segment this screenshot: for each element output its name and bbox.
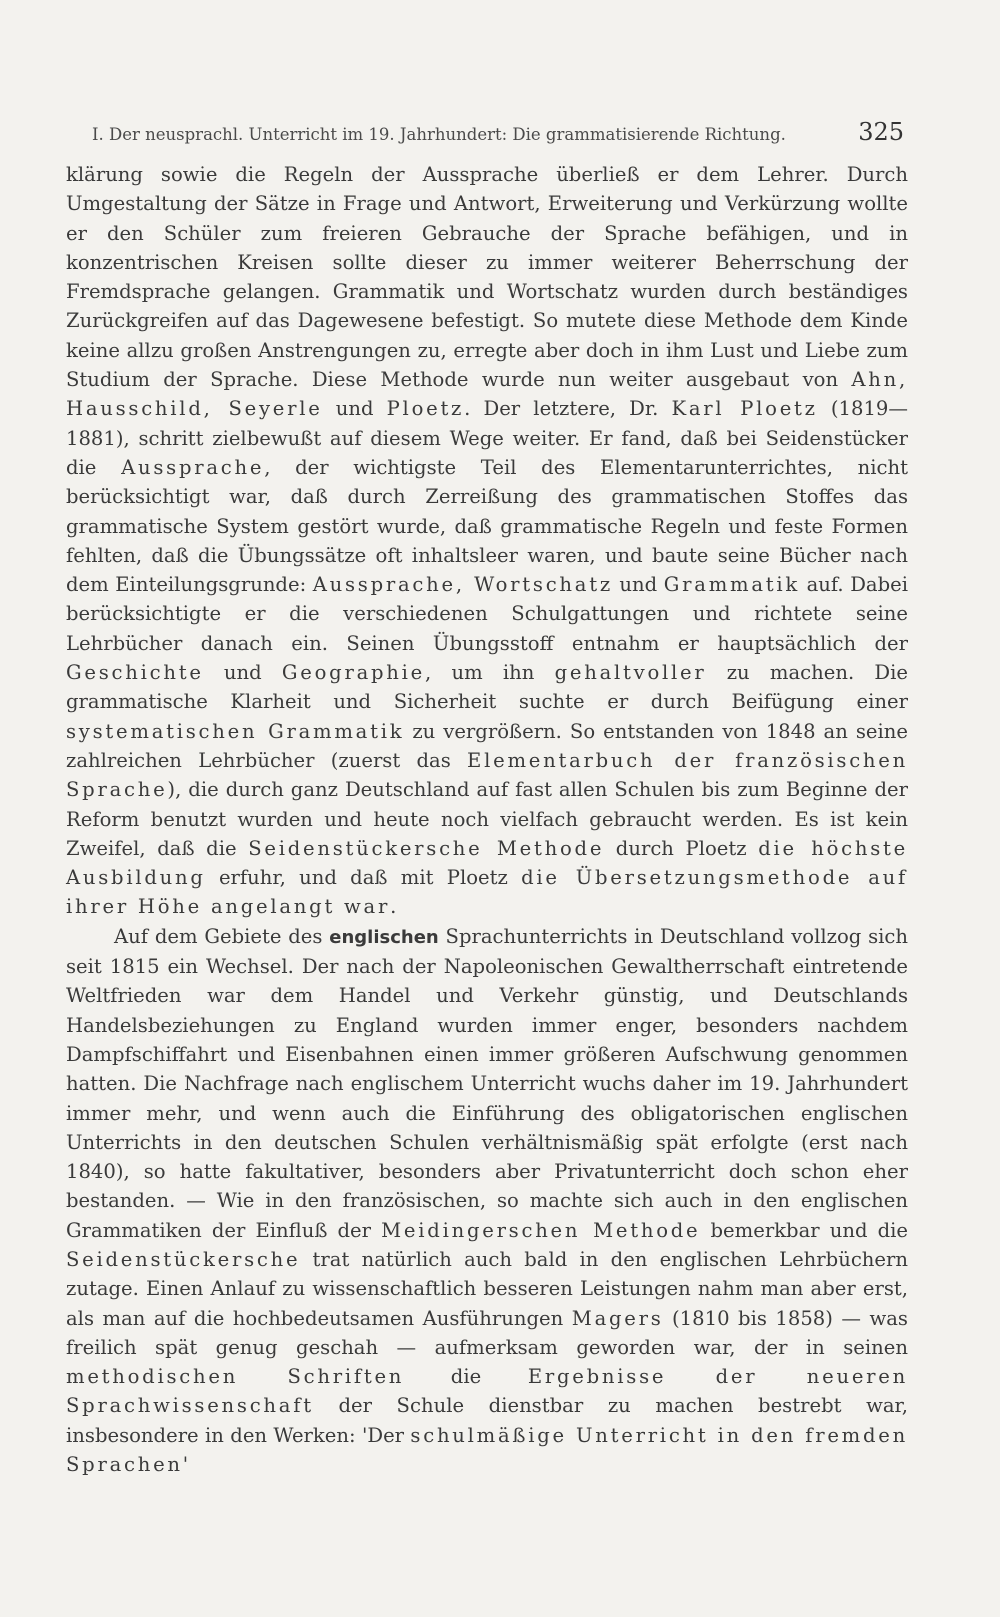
spaced-emphasis: Ploetz: [386, 397, 465, 421]
text-run: trat natürlich auch bald in den englischen Lehrbüchern zutage. Einen Anlauf zu wissenschaftlich besseren Leistungen nahm man aber erst, als man auf die hochbedeutsamen Ausführungen: [66, 1247, 908, 1330]
text-run: und: [612, 573, 664, 597]
text-run: erfuhr, und daß mit Ploetz: [205, 866, 522, 890]
text-run: . Der letztere, Dr.: [464, 397, 672, 421]
text-run: (1810 bis 1858) — was freilich spät genug geschah — aufmerksam geworden war, der in seinen: [66, 1306, 908, 1359]
running-title: I. Der neusprachl. Unterricht im 19. Jahrhundert: Die grammatisierende Richtung.: [92, 125, 786, 144]
body-text: [66, 160, 908, 1479]
spaced-emphasis: schulmäßige Unterricht in den fremden Sprachen: [66, 1423, 908, 1477]
text-run: zu vergrößern. So entstanden von 1848 an seine zahlreichen Lehrbücher (zuerst das: [66, 719, 908, 772]
text-run: Auf dem Gebiete des: [114, 924, 330, 948]
text-run: und: [203, 661, 282, 685]
spaced-emphasis: Elementarbuch der französischen Sprache: [66, 748, 908, 802]
page-number: 325: [858, 118, 904, 146]
spaced-emphasis: methodischen Schriften: [66, 1365, 405, 1389]
text-run: ': [182, 1453, 189, 1477]
spaced-emphasis: Seidenstückersche Methode: [248, 836, 605, 860]
text-run: auf. Dabei berücksichtigte er die verschiedenen Schulgattungen und richtete seine Lehrbücher danach ein. Seinen Übungsstoff entnahm er hauptsächlich der: [66, 573, 908, 655]
spaced-emphasis: Meidingerschen Methode: [381, 1218, 701, 1242]
text-run: klärung sowie die Regeln der Aussprache überließ er dem Lehrer. Durch Umgestaltung der Sätze in Frage und Antwort, Erweiterung und Verkürzung wollte er den Schüler zum freieren Gebrauche der Sprache befähigen, und in konzentrischen Kreisen sollte dieser zu immer weiterer Beherrschung der Fremdsprache gelangen. Grammatik und Wortschatz wurden durch beständiges Zurückgreifen auf das Dagewesene befestigt. So mutete diese Methode dem Kinde keine allzu großen Anstrengungen zu, erregte aber doch in ihm Lust und Liebe zum Studium der Sprache. Diese Methode wurde nun weiter ausgebaut von: [66, 163, 908, 392]
text-run: zu machen. Die grammatische Klarheit und Sicherheit suchte er durch Beifügung einer: [66, 661, 908, 714]
paragraph-ploetz: [66, 160, 908, 922]
bold-emphasis: englischen: [329, 926, 439, 948]
spaced-emphasis: Aussprache: [121, 455, 265, 479]
page-header: [92, 118, 904, 146]
spaced-emphasis: Geographie: [281, 661, 426, 685]
spaced-emphasis: Geschichte: [66, 661, 204, 685]
spaced-emphasis: Seidenstückersche: [66, 1247, 301, 1271]
text-run: , der wichtigste Teil des Elementarunterrichtes, nicht berücksichtigt war, daß durch Zerreißung des grammatischen Stoffes das grammatische System gestört wurde, daß grammatische Regeln und feste Formen fehlten, daß die Übungssätze oft inhaltsleer waren, und baute seine Bücher nach dem Einteilungsgrunde:: [66, 455, 908, 597]
spaced-emphasis: Aussprache, Wortschatz: [312, 573, 613, 597]
spaced-emphasis: Ahn, Hausschild, Seyerle: [66, 368, 908, 421]
spaced-emphasis: Ergebnisse der neueren Sprachwissenschaft: [66, 1365, 908, 1418]
spaced-emphasis: die höchste Ausbildung: [66, 836, 908, 890]
text-run: der Schule dienstbar zu machen bestrebt war, insbesondere in den Werken: 'Der: [66, 1394, 908, 1447]
text-run: durch Ploetz: [604, 836, 759, 860]
text-run: , um ihn: [425, 661, 555, 685]
spaced-emphasis: Karl Ploetz: [671, 397, 818, 421]
spaced-emphasis: Grammatik: [663, 573, 801, 597]
text-run: die: [404, 1365, 528, 1389]
paragraph-englisch: [66, 922, 908, 1480]
text-run: Sprachunterrichts in Deutschland vollzog sich seit 1815 ein Wechsel. Der nach der Napoleonischen Gewaltherrschaft eintretende Weltfrieden war dem Handel und Verkehr günstig, und Deutschlands Handelsbeziehungen zu England wurden immer enger, besonders nachdem Dampfschiffahrt und Eisenbahnen einen immer größeren Aufschwung genommen hatten. Die Nachfrage nach englischem Unterricht wuchs daher im 19. Jahrhundert immer mehr, und wenn auch die Einführung des obligatorischen englischen Unterrichts in den deutschen Schulen verhältnismäßig spät erfolgte (erst nach 1840), so hatte fakultativer, besonders aber Privatunterricht doch schon eher bestanden. — Wie in den französischen, so machte sich auch in den englischen Grammatiken der Einfluß der: [66, 924, 908, 1242]
spaced-emphasis: Magers: [571, 1306, 664, 1330]
text-run: .: [390, 895, 397, 919]
text-run: (1819—1881), schritt zielbewußt auf diesem Wege weiter. Er fand, daß bei Seidenstücker die: [66, 397, 908, 479]
spaced-emphasis: systematischen Grammatik: [66, 719, 405, 743]
text-run: und: [322, 397, 387, 421]
spaced-emphasis: die Übersetzungsmethode auf ihrer Höhe angelangt war: [66, 866, 908, 919]
spaced-emphasis: gehaltvoller: [554, 661, 707, 685]
text-run: bemerkbar und die: [700, 1218, 909, 1242]
text-run: ), die durch ganz Deutschland auf fast allen Schulen bis zum Beginne der Reform benutzt wurden und heute noch vielfach gebraucht werden. Es ist kein Zweifel, daß die: [66, 778, 908, 860]
